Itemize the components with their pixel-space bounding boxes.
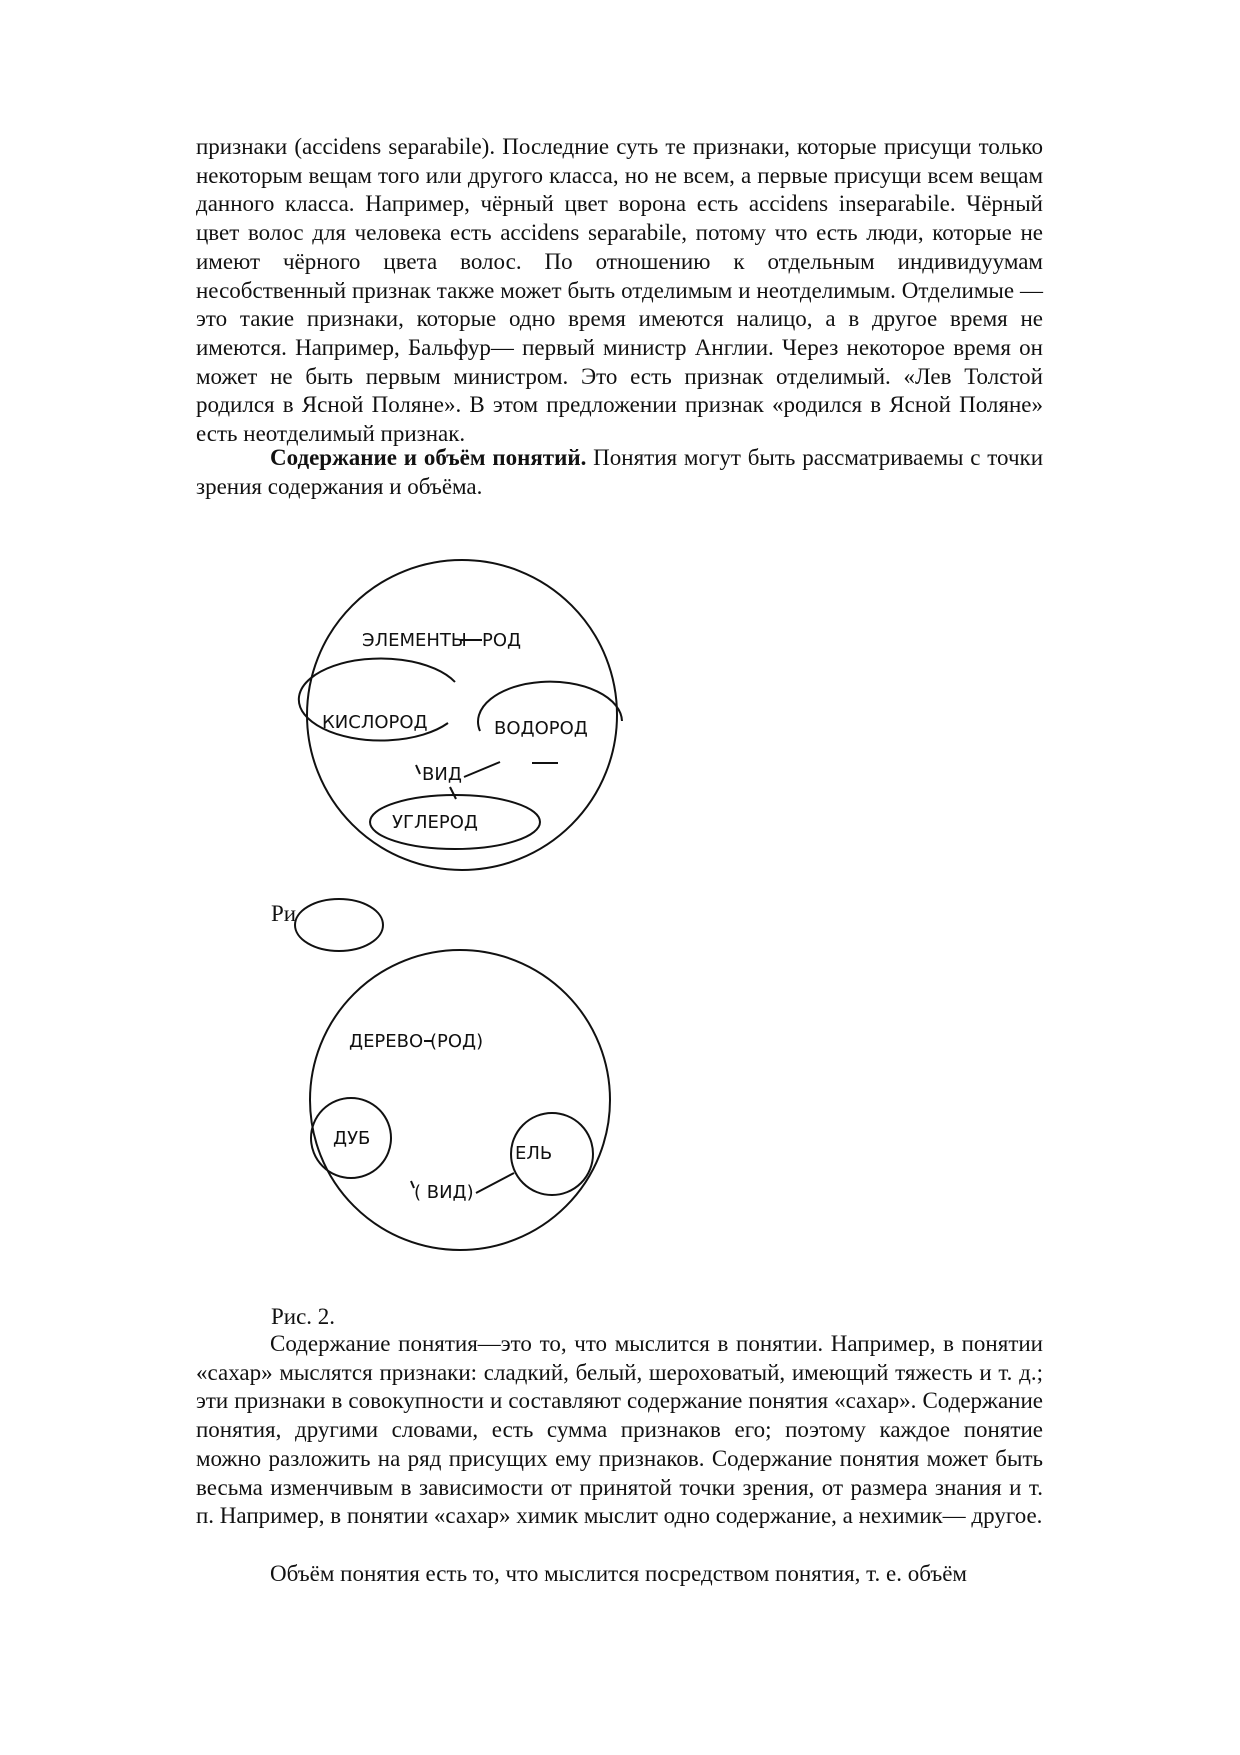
rod-label: (РОД): [430, 1031, 484, 1052]
species-connector-down: [450, 787, 456, 799]
body-paragraph-1: признаки (accidens separabile). Последние суть те признаки, которые присущи только некоторым вещам того или другого класса, но не всем, а первые присущи всем вещам данного класса. Например, чёрный цвет ворона есть accidens inseparabile. Чёрный цвет волос для человека есть accidens separabile, потому что есть люди, которые не имеют чёрного цвета волос. По отношению к отдельным индивидуумам несобственный признак также может быть отделимым и неотделимым. Отделимые — это такие признаки, которые одно время имеются налицо, а в другое время не имеются. Например, Бальфур— первый министр Англии. Через некоторое время он может не быть первым министром. Это есть признак отделимый. «Лев Толстой родился в Ясной Поляне». В этом предложении признак «родился в Ясной Поляне» есть неотделимый признак.: [196, 134, 1043, 447]
species-connector-left: [416, 765, 420, 774]
oxygen-label: КИСЛОРОД: [322, 712, 428, 733]
oak-label: ДУБ: [333, 1128, 371, 1149]
genus-label: ЭЛЕМЕНТЫ: [362, 630, 467, 651]
figure-1-caption-fragment: Ри: [271, 901, 297, 926]
figure-2-caption: Рис. 2.: [271, 1304, 336, 1329]
genus-circle: [310, 950, 610, 1250]
species-label: ВИД: [422, 764, 462, 785]
section-paragraph: [196, 444, 1043, 501]
body-paragraph-3: Объём понятия есть то, что мыслится посредством понятия, т. е. объём: [270, 1561, 967, 1586]
carbon-label: УГЛЕРОД: [392, 812, 478, 833]
hydrogen-label: ВОДОРОД: [494, 718, 588, 739]
body-paragraph-2: Содержание понятия—это то, что мыслится в понятии. Например, в понятии «сахар» мыслятся признаки: сладкий, белый, шероховатый, имеющий тяжесть и т. д.; эти признаки в совокупности и составляют содержание понятия «сахар». Содержание понятия, другими словами, есть сумма признаков его; поэтому каждое понятие можно разложить на ряд присущих ему признаков. Содержание понятия может быть весьма изменчивым в зависимости от принятой точки зрения, от размера знания и т. п. Например, в понятии «сахар» химик мыслит одно содержание, а нехимик— другое.: [196, 1331, 1043, 1529]
species-label: ( ВИД): [414, 1182, 474, 1203]
section-intro: Понятия могут быть рассматриваемы с точки зрения содержания и объёма.: [196, 445, 1043, 499]
figure-1-elements-diagram: [270, 545, 650, 890]
genus-label: ДЕРЕВО: [349, 1031, 424, 1052]
section-heading: Содержание и объём понятий.: [270, 445, 587, 470]
figure-2-tree-diagram: [280, 935, 650, 1275]
spruce-label: ЕЛЬ: [515, 1143, 553, 1164]
species-connector-right: [464, 762, 500, 777]
species-connector-right: [476, 1173, 514, 1193]
rod-label: РОД: [482, 630, 522, 651]
